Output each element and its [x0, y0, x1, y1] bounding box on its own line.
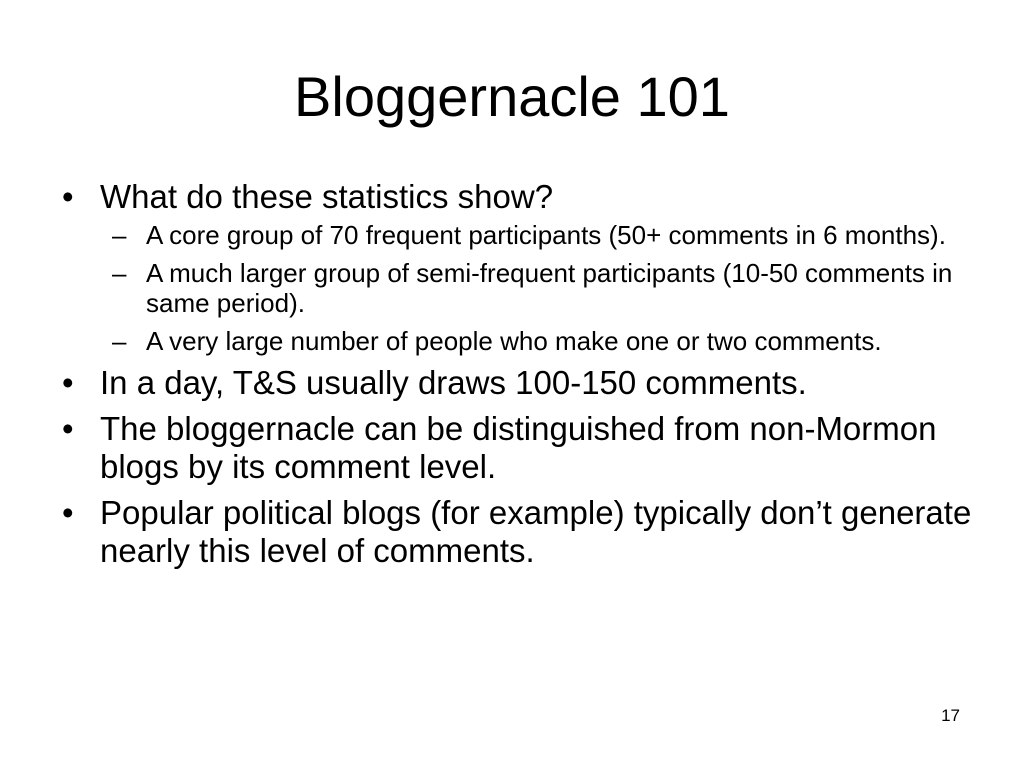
bullet-text: Popular political blogs (for example) typically don’t generate nearly this level of comments. — [100, 494, 972, 569]
page-number: 17 — [941, 706, 960, 725]
bullet-item — [62, 364, 982, 402]
bullet-icon: • — [62, 494, 74, 531]
bullet-item — [62, 410, 982, 486]
sub-bullet-text: A much larger group of semi-frequent participants (10-50 comments in same period). — [146, 258, 953, 318]
bullet-icon: • — [62, 178, 74, 215]
bullet-icon: • — [62, 364, 74, 401]
bullet-text: The bloggernacle can be distinguished from non-Mormon blogs by its comment level. — [100, 410, 937, 485]
dash-icon: – — [112, 326, 127, 356]
bullet-list — [62, 178, 982, 578]
bullet-text: In a day, T&S usually draws 100-150 comments. — [100, 364, 807, 401]
bullet-icon: • — [62, 410, 74, 447]
bullet-item — [62, 494, 982, 570]
sub-bullet-item — [100, 220, 982, 250]
sub-bullet-list — [100, 220, 982, 356]
dash-icon: – — [112, 258, 127, 288]
slide-title: Bloggernacle 101 — [294, 65, 730, 128]
bullet-text: What do these statistics show? — [100, 178, 554, 215]
bullet-item — [62, 178, 982, 356]
sub-bullet-item — [100, 326, 982, 356]
sub-bullet-item — [100, 258, 982, 318]
sub-bullet-text: A very large number of people who make one or two comments. — [146, 326, 882, 356]
sub-bullet-text: A core group of 70 frequent participants (50+ comments in 6 months). — [146, 220, 946, 250]
dash-icon: – — [112, 220, 127, 250]
